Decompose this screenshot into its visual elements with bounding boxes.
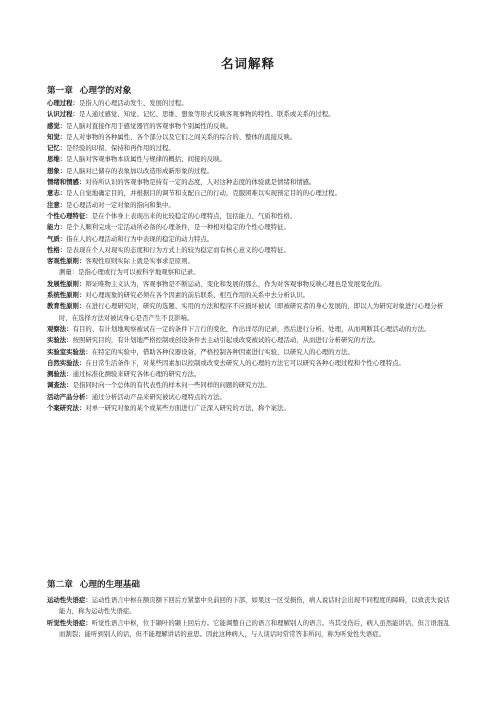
definition-entry (47, 121, 452, 132)
definition-text: 是在个体身上表现出来的比较稳定的心理特点，包括能力、气质和性格。 (91, 211, 297, 220)
term: 活动产品分析： (47, 392, 92, 401)
definition-text: 是经验的印留、保持和再作用的过程。 (66, 144, 175, 153)
definition-entry (47, 211, 452, 222)
definition-entry (47, 403, 452, 414)
definition-entry (47, 166, 452, 177)
definition-entry (47, 143, 452, 154)
definition-text: 指在人的心理活动和行为中表现的稳定的动力特点。 (66, 234, 214, 243)
term: 性格： (47, 245, 67, 254)
term: 心理过程： (47, 99, 79, 107)
chapter-section (47, 580, 452, 640)
definition-entry (47, 369, 452, 380)
definition-text: 是人通过感觉、知觉、记忆、思维、想象等形式反映客观事物的特性、联系或关系的过程。 (78, 110, 335, 119)
definition-text: 辩证唯物主义认为，客观事物是不断运动、变化和发展的那么，作为对客观事物反映心理也是发展变化的。 (85, 279, 386, 288)
chapter-section (47, 86, 452, 414)
definition-entry (47, 200, 452, 211)
definition-entry (47, 279, 452, 290)
definition-text: 测量：是指心理或行为可以被科学地观察和记录。 (59, 268, 200, 277)
definition-text: 对单一研究对象的某个或某些方面进行广泛深入研究的方法，称个案法。 (85, 404, 290, 413)
term: 记忆： (47, 144, 67, 153)
definition-text: 运动性语言中枢在额页额下回后方紧靠中央前回的下部，如果这一区受损伤，病人说话时会出现不同程度的障碍，以致丧失说话能力，称为运动性失语症。 (59, 596, 450, 616)
term: 观察法： (47, 324, 73, 333)
definition-entry (47, 245, 452, 256)
definition-entry (47, 98, 452, 109)
definition-text: 是指人的心理活动发生、发展的过程。 (78, 99, 188, 107)
term: 听觉性失语症： (47, 618, 92, 627)
chapter-number: 第二章 (47, 580, 73, 590)
definition-text: 对心理现象的研究必须在各个因素的前后联系、相互作用的关系中去分析认识。 (85, 291, 310, 300)
definition-text: 是人脑对直接作用于感觉器官的客观事物个别属性的反映。 (66, 121, 233, 130)
term: 认识过程： (47, 110, 79, 119)
term: 个案研究法： (47, 404, 86, 413)
term: 感觉： (47, 121, 67, 130)
chapter-heading (47, 86, 452, 97)
definition-text: 客观性原则实际上就是实事求是原则。 (85, 257, 194, 266)
term: 教育性原则： (47, 302, 86, 311)
definition-text: 有目的、有计划地观察被试在一定的条件下言行的变化，作出详尽的记录，然后进行分析、处理，从而判断其心理活动的方法。 (72, 324, 431, 333)
definition-entry (47, 188, 452, 199)
term: 情绪和情感： (47, 178, 86, 187)
chapter-number: 第一章 (47, 86, 73, 96)
definition-text: 在特定的实验中，借助各种仪器设备，严格控制各种因素进行实验，以研究人的心理的方法。 (91, 347, 354, 356)
definition-text: 是人脑对已储存的表象加以改造形成新形象的过程。 (66, 166, 214, 175)
term: 实验室实验法： (47, 347, 92, 356)
term: 实验法： (47, 336, 73, 345)
definition-text: 听觉性语言中枢，位于颞叶的颞上回后方。它能调整自己的语言和理解别人的语言。当其受伤后，病人虽然能讲话，但言语混乱而割裂；能听到别人的话，但不能理解讲话的意思。因此这种病人，与人谈话时常常答非所问，称为听觉性失语症。 (59, 618, 450, 638)
term: 想象： (47, 166, 67, 175)
chapter-title: 心理的生理基础 (79, 580, 140, 590)
definition-text: 是人脑对客观事物本质属性与规律的概括、间接的反映。 (66, 155, 226, 164)
term: 发展性原则： (47, 279, 86, 288)
definition-text: 是指同时向一个总体的有代表性的样本问一些同样的问题的研究方法。 (72, 381, 271, 390)
definition-text: 是表现在个人对现实的态度和行为方式上的较为稳定而有核心意义的心理特征。 (66, 245, 290, 254)
definition-entry (47, 154, 452, 165)
term: 意志： (47, 189, 67, 198)
term: 客观性原则： (47, 257, 86, 266)
definition-text: 对待所认识的客观事物是持有一定的态度，人对这种态度的体验就是情绪和情感。 (85, 178, 316, 187)
definition-entry (47, 222, 452, 233)
term: 知觉： (47, 132, 67, 141)
term: 系统性原则： (47, 291, 86, 300)
page-title: 名词解释 (220, 56, 275, 71)
term: 气质： (47, 234, 67, 243)
definition-text: 通过标准化测验来研究各体心理的研究方法。 (72, 370, 201, 379)
term: 个性心理特征： (47, 211, 92, 220)
definition-entry (47, 290, 452, 301)
chapter-title: 心理学的对象 (79, 86, 132, 96)
term: 测验法： (47, 370, 73, 379)
term: 自然实验法： (47, 358, 86, 367)
term: 能力： (47, 223, 67, 232)
definition-text: 是人对事物的各种属性、各个部分以及它们之间关系的综合的、整体的直接反映。 (66, 132, 297, 141)
definition-entry (47, 324, 452, 335)
definition-text: 是个人顺利完成一定活动所必备的心理条件，是一种相对稳定的个性心理特征。 (66, 223, 290, 232)
definition-entry (47, 335, 452, 346)
definition-entry (47, 132, 452, 143)
definition-entry (47, 392, 452, 403)
definition-entry (47, 595, 452, 618)
term: 注意： (47, 200, 67, 209)
term: 调查法： (47, 381, 73, 390)
definition-text: 在进行心理研究时，研究的选题、实用的方法和程序不应损坏被试（即被研究者的身心发展的，即以人为研究对象进行心理分析时，在选择方法对被试身心是否产生不良影响。 (59, 302, 444, 322)
definition-entry (47, 358, 452, 369)
definition-entry (47, 256, 452, 267)
definition-entry (47, 380, 452, 391)
definition-entry (47, 177, 452, 188)
definition-entry (47, 347, 452, 358)
definition-entry (47, 267, 452, 278)
term: 运动性失语症： (47, 596, 92, 604)
definition-list (47, 595, 452, 640)
definition-entry (47, 109, 452, 120)
term: 思维： (47, 155, 67, 164)
definition-text: 是人自觉地确定目的，并根据目的调节和支配自己的行动，克服困难以实现预定目的的心理过程。 (66, 189, 341, 198)
definition-entry (47, 618, 452, 641)
definition-entry (47, 301, 452, 324)
definition-text: 按照研究目的，有计划地严格控制或创设条件去主动引起或改变被试的心理活动，从而进行分析研究的方法。 (72, 336, 380, 345)
definition-list (47, 98, 452, 414)
definition-text: 通过分析活动产品来研究被试心理特点的方法。 (91, 392, 226, 401)
definition-text: 在日常生活条件下，对某些因素加以控制或改变去研究人的心理的方法它可以研究各种心理过程和个性心理特点。 (85, 358, 405, 367)
definition-entry (47, 234, 452, 245)
definition-text: 是心理活动对一定对象的指向和集中。 (66, 200, 175, 209)
chapter-heading (47, 580, 452, 591)
